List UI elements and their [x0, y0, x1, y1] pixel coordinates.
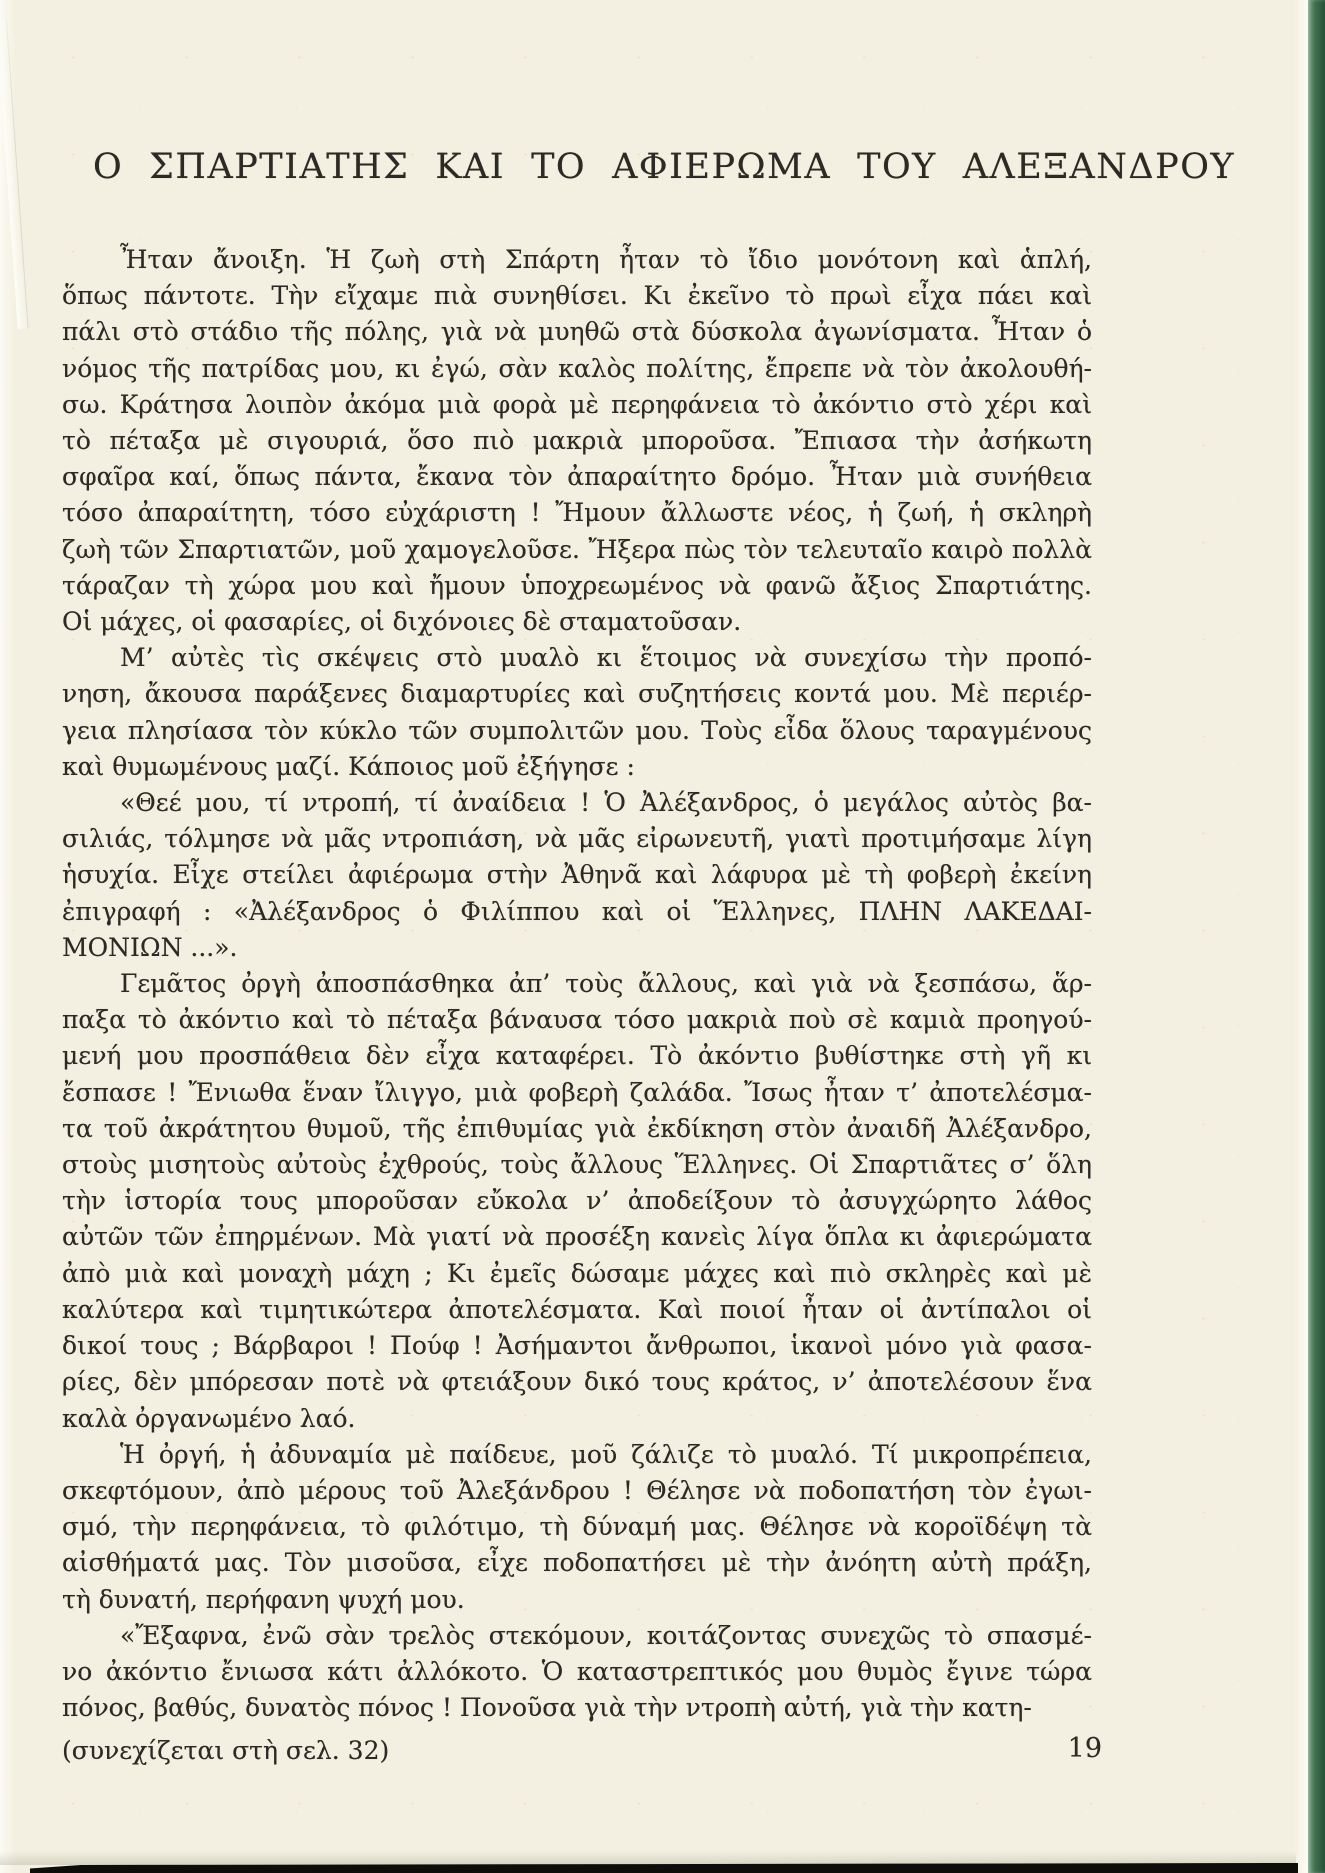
- text-line: ὅπως πάντοτε. Τὴν εἴχαμε πιὰ συνηθίσει. Κι ἐκεῖνο τὸ πρωὶ εἶχα πάει καὶ: [62, 281, 1092, 311]
- text-line: γεια πλησίασα τὸν κύκλο τῶν συμπολιτῶν μου. Τοὺς εἶδα ὅλους ταραγμένους: [62, 715, 1092, 745]
- text-line: ζωὴ τῶν Σπαρτιατῶν, μοῦ χαμογελοῦσε. Ἤξερα πὼς τὸν τελευταῖο καιρὸ πολλὰ: [62, 534, 1092, 564]
- text-line: μενή μου προσπάθεια δὲν εἶχα καταφέρει. Τὸ ἀκόντιο βυθίστηκε στὴ γῆ κι: [62, 1041, 1092, 1071]
- text-line: ΜΟΝΙΩΝ ...».: [62, 932, 238, 962]
- text-line: τὴ δυνατή, περήφανη ψυχή μου.: [62, 1584, 465, 1614]
- text-line: νο ἀκόντιο ἔνιωσα κάτι ἀλλόκοτο. Ὁ καταστρεπτικός μου θυμὸς ἔγινε τώρα: [62, 1656, 1092, 1686]
- text-line: τὴν ἱστορία τους μποροῦσαν εὔκολα ν’ ἀποδείξουν τὸ ἀσυγχώρητο λάθος: [62, 1186, 1092, 1216]
- text-line: σιλιάς, τόλμησε νὰ μᾶς ντροπιάση, νὰ μᾶς εἰρωνευτῆ, γιατὶ προτιμήσαμε λίγη: [62, 824, 1092, 854]
- text-line: ρίες, δὲν μπόρεσαν ποτὲ νὰ φτειάξουν δικό τους κράτος, ν’ ἀποτελέσουν ἕνα: [62, 1367, 1092, 1397]
- text-line: ἡσυχία. Εἶχε στείλει ἀφιέρωμα στὴν Ἀθηνᾶ καὶ λάφυρα μὲ τὴ φοβερὴ ἐκείνη: [62, 860, 1092, 890]
- text-line: Ἡ ὀργή, ἡ ἀδυναμία μὲ παίδευε, μοῦ ζάλιζε τὸ μυαλό. Τί μικροπρέπεια,: [120, 1439, 1092, 1469]
- page-edge-right-highlight: [1294, 0, 1308, 1873]
- text-line: σφαῖρα καί, ὅπως πάντα, ἔκανα τὸν ἀπαραίτητο δρόμο. Ἦταν μιὰ συνήθεια: [62, 462, 1092, 492]
- text-line: τόσο ἀπαραίτητη, τόσο εὐχάριστη ! Ἤμουν ἄλλωστε νέος, ἡ ζωή, ἡ σκληρὴ: [62, 498, 1092, 528]
- text-line: σκεφτόμουν, ἀπὸ μέρους τοῦ Ἀλεξάνδρου ! Θέλησε νὰ ποδοπατήση τὸν ἐγωι-: [62, 1475, 1092, 1505]
- text-line: Οἱ μάχες, οἱ φασαρίες, οἱ διχόνοιες δὲ σταματοῦσαν.: [62, 607, 742, 637]
- text-line: Μ’ αὐτὲς τὶς σκέψεις στὸ μυαλὸ κι ἕτοιμος νὰ συνεχίσω τὴν προπό-: [120, 643, 1092, 673]
- text-line: «Ἔξαφνα, ἐνῶ σὰν τρελὸς στεκόμουν, κοιτάζοντας συνεχῶς τὸ σπασμέ-: [120, 1620, 1092, 1650]
- text-line: Γεμᾶτος ὀργὴ ἀποσπάσθηκα ἀπ’ τοὺς ἄλλους, καὶ γιὰ νὰ ξεσπάσω, ἅρ-: [120, 969, 1092, 999]
- text-line: σμό, τὴν περηφάνεια, τὸ φιλότιμο, τὴ δύναμή μας. Θέλησε νὰ κοροϊδέψη τὰ: [62, 1512, 1092, 1542]
- text-line: πάλι στὸ στάδιο τῆς πόλης, γιὰ νὰ μυηθῶ στὰ δύσκολα ἀγωνίσματα. Ἦταν ὁ: [62, 317, 1092, 347]
- text-line: στοὺς μισητοὺς αὐτοὺς ἐχθρούς, τοὺς ἄλλους Ἕλληνες. Οἱ Σπαρτιᾶτες σ’ ὅλη: [62, 1150, 1092, 1180]
- text-line: παξα τὸ ἀκόντιο καὶ τὸ πέταξα βάναυσα τόσο μακριὰ ποὺ σὲ καμιὰ προηγού-: [62, 1005, 1092, 1035]
- text-line: ἀπὸ μιὰ καὶ μοναχὴ μάχη ; Κι ἐμεῖς δώσαμε μάχες καὶ πιὸ σκληρὲς καὶ μὲ: [62, 1258, 1092, 1288]
- text-line: νόμος τῆς πατρίδας μου, κι ἐγώ, σὰν καλὸς πολίτης, ἔπρεπε νὰ τὸν ἀκολουθή-: [62, 353, 1092, 383]
- page-number: 19: [1067, 1733, 1102, 1764]
- text-line: ἔσπασε ! Ἔνιωθα ἕναν ἴλιγγο, μιὰ φοβερὴ ζαλάδα. Ἴσως ἦταν τ’ ἀποτελέσμα-: [62, 1077, 1092, 1107]
- book-edge-green: [1308, 0, 1325, 1873]
- text-line: πόνος, βαθύς, δυνατὸς πόνος ! Πονοῦσα γιὰ τὴν ντροπὴ αὐτή, γιὰ τὴν κατη-: [62, 1693, 1032, 1723]
- body-text: [62, 242, 1092, 1726]
- text-line: «Θεέ μου, τί ντροπή, τί ἀναίδεια ! Ὁ Ἀλέξανδρος, ὁ μεγάλος αὐτὸς βα-: [120, 788, 1092, 818]
- text-line: Ἦταν ἄνοιξη. Ἡ ζωὴ στὴ Σπάρτη ἦταν τὸ ἴδιο μονότονη καὶ ἁπλή,: [120, 245, 1092, 274]
- text-line: καὶ θυμωμένους μαζί. Κάποιος μοῦ ἐξήγησε :: [62, 751, 635, 781]
- text-line: καλὰ ὀργανωμένο λαό.: [62, 1403, 356, 1433]
- text-line: αἰσθήματά μας. Τὸν μισοῦσα, εἶχε ποδοπατήσει μὲ τὴν ἀνόητη αὐτὴ πράξη,: [62, 1548, 1092, 1578]
- text-line: τα τοῦ ἀκράτητου θυμοῦ, τῆς ἐπιθυμίας γιὰ ἐκδίκηση στὸν ἀναιδῆ Ἀλέξανδρο,: [62, 1113, 1092, 1143]
- text-line: τὸ πέταξα μὲ σιγουριά, ὅσο πιὸ μακριὰ μποροῦσα. Ἔπιασα τὴν ἀσήκωτη: [62, 426, 1092, 456]
- scan-bottom-shadow: [0, 1851, 1296, 1865]
- text-line: καλύτερα καὶ τιμητικώτερα ἀποτελέσματα. Καὶ ποιοί ἦταν οἱ ἀντίπαλοι οἱ: [62, 1294, 1092, 1324]
- page-title: Ο ΣΠΑΡΤΙΑΤΗΣ ΚΑΙ ΤΟ ΑΦΙΕΡΩΜΑ ΤΟΥ ΑΛΕΞΑΝΔΡΟΥ: [93, 147, 1235, 187]
- text-line: νηση, ἄκουσα παράξενες διαμαρτυρίες καὶ συζητήσεις κοντά μου. Μὲ περιέρ-: [62, 679, 1092, 709]
- text-line: τάραζαν τὴ χώρα μου καὶ ἤμουν ὑποχρεωμένος νὰ φανῶ ἄξιος Σπαρτιάτης.: [62, 570, 1092, 600]
- text-line: σω. Κράτησα λοιπὸν ἀκόμα μιὰ φορὰ μὲ περηφάνεια τὸ ἀκόντιο στὸ χέρι καὶ: [62, 389, 1092, 419]
- continuation-note: (συνεχίζεται στὴ σελ. 32): [62, 1736, 390, 1765]
- text-line: ἐπιγραφή : «Ἀλέξανδρος ὁ Φιλίππου καὶ οἱ Ἕλληνες, ΠΛΗΝ ΛΑΚΕΔΑΙ-: [62, 896, 1092, 926]
- page-edge-left: [0, 0, 15, 1873]
- text-line: δικοί τους ; Βάρβαροι ! Πούφ ! Ἀσήμαντοι ἄνθρωποι, ἱκανοὶ μόνο γιὰ φασα-: [62, 1331, 1092, 1361]
- text-line: αὐτῶν τῶν ἐπηρμένων. Μὰ γιατί νὰ προσέξη κανεὶς λίγα ὅπλα κι ἀφιερώματα: [62, 1222, 1092, 1252]
